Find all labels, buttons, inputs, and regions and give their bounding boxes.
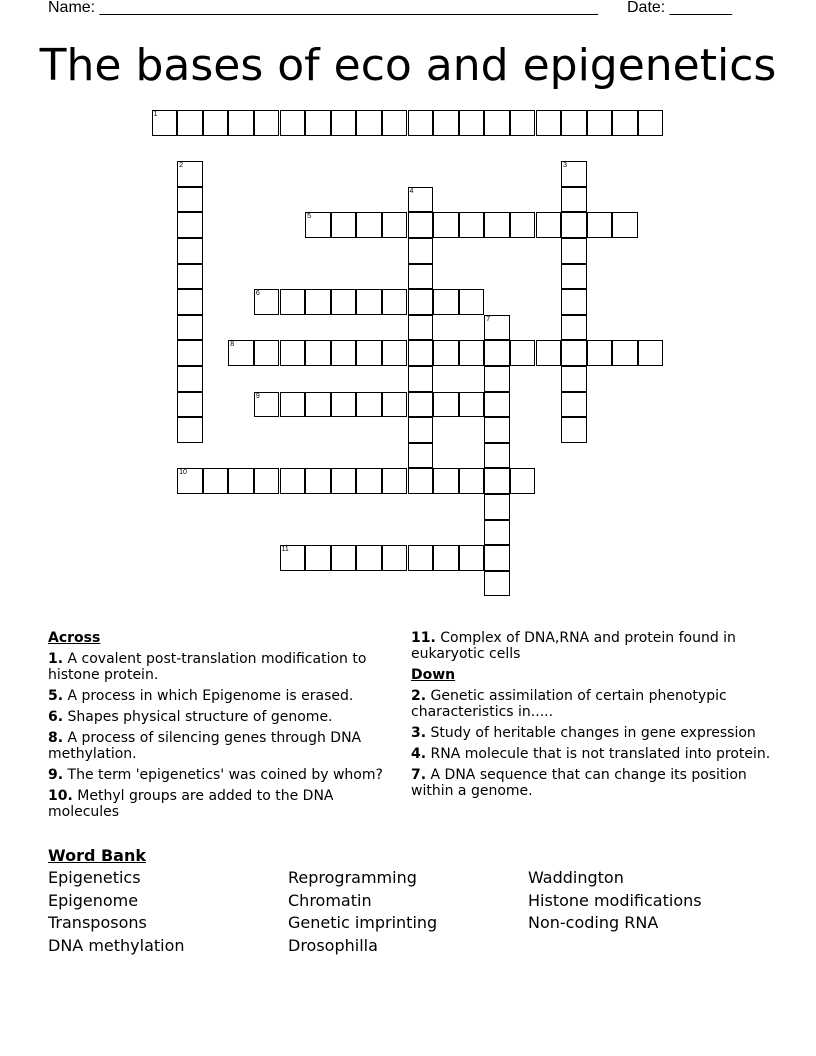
crossword-cell[interactable]: [331, 545, 357, 571]
crossword-cell[interactable]: [484, 494, 510, 520]
crossword-cell[interactable]: [459, 340, 485, 366]
crossword-cell[interactable]: [484, 366, 510, 392]
crossword-cell[interactable]: [305, 289, 331, 315]
crossword-cell[interactable]: [228, 110, 254, 136]
crossword-cell[interactable]: [305, 340, 331, 366]
crossword-cell[interactable]: [331, 340, 357, 366]
crossword-cell[interactable]: [561, 366, 587, 392]
crossword-cell[interactable]: [382, 212, 408, 238]
crossword-cell[interactable]: [177, 238, 203, 264]
crossword-cell[interactable]: [484, 571, 510, 597]
date-field[interactable]: Date: _______: [627, 0, 732, 16]
crossword-cell[interactable]: [484, 110, 510, 136]
crossword-cell[interactable]: [408, 443, 434, 469]
crossword-cell[interactable]: [177, 468, 203, 494]
crossword-cell[interactable]: [612, 212, 638, 238]
crossword-cell[interactable]: [382, 340, 408, 366]
crossword-cell[interactable]: [382, 468, 408, 494]
crossword-cell[interactable]: [254, 289, 280, 315]
crossword-cell[interactable]: [484, 545, 510, 571]
crossword-cell[interactable]: [612, 110, 638, 136]
clue-across-5: 5. A process in which Epigenome is erased.: [48, 688, 354, 704]
crossword-cell[interactable]: [408, 289, 434, 315]
crossword-cell[interactable]: [638, 340, 664, 366]
crossword-cell[interactable]: [561, 264, 587, 290]
word-bank-item: Chromatin: [288, 890, 372, 910]
clue-number: 2: [179, 162, 183, 170]
clue-number: 8: [230, 341, 235, 349]
crossword-cell[interactable]: [561, 161, 587, 187]
crossword-cell[interactable]: [177, 366, 203, 392]
crossword-cell[interactable]: [356, 110, 382, 136]
crossword-cell[interactable]: [587, 340, 613, 366]
crossword-cell[interactable]: [382, 545, 408, 571]
crossword-cell[interactable]: [331, 212, 357, 238]
clue-down-7: 7. A DNA sequence that can change its position within a genome.: [411, 767, 747, 799]
crossword-cell[interactable]: [484, 468, 510, 494]
crossword-cell[interactable]: [356, 545, 382, 571]
crossword-cell[interactable]: [331, 468, 357, 494]
clue-number: 9: [255, 392, 260, 400]
crossword-cell[interactable]: [356, 340, 382, 366]
crossword-cell[interactable]: [254, 468, 280, 494]
crossword-cell[interactable]: [280, 392, 306, 418]
clue-across-9: 9. The term 'epigenetics' was coined by whom?: [48, 767, 383, 783]
crossword-cell[interactable]: [484, 520, 510, 546]
word-bank-item: Histone modifications: [528, 890, 702, 910]
crossword-cell[interactable]: [484, 392, 510, 418]
crossword-cell[interactable]: [408, 468, 434, 494]
crossword-cell[interactable]: [280, 545, 306, 571]
crossword-cell[interactable]: [177, 212, 203, 238]
crossword-cell[interactable]: [408, 545, 434, 571]
clue-across-10: 10. Methyl groups are added to the DNA molecules: [48, 788, 334, 820]
clue-down-4: 4. RNA molecule that is not translated into protein.: [411, 746, 771, 762]
crossword-cell[interactable]: [177, 161, 203, 187]
crossword-cell[interactable]: [331, 110, 357, 136]
clue-number: 5: [307, 213, 311, 221]
crossword-cell[interactable]: [484, 315, 510, 341]
clue-number: 4: [409, 187, 414, 195]
crossword-cell[interactable]: [459, 392, 485, 418]
crossword-cell[interactable]: [510, 468, 536, 494]
name-field[interactable]: Name: ________________________________________________________: [48, 0, 598, 16]
crossword-cell[interactable]: [305, 545, 331, 571]
word-bank-item: Epigenetics: [48, 868, 141, 887]
word-bank-item: Genetic imprinting: [288, 913, 438, 933]
word-bank-column: [528, 867, 702, 935]
clue-number: 1: [153, 111, 158, 118]
crossword-cell[interactable]: [587, 212, 613, 238]
crossword-cell[interactable]: [433, 110, 459, 136]
clue-number: 7: [486, 315, 491, 323]
crossword-cell[interactable]: [177, 392, 203, 418]
crossword-cell[interactable]: [408, 392, 434, 418]
crossword-cell[interactable]: [433, 468, 459, 494]
crossword-cell[interactable]: [280, 340, 306, 366]
crossword-cell[interactable]: [510, 340, 536, 366]
crossword-cell[interactable]: [459, 110, 485, 136]
crossword-cell[interactable]: [254, 392, 280, 418]
crossword-cell[interactable]: [433, 545, 459, 571]
crossword-cell[interactable]: [536, 110, 562, 136]
crossword-cell[interactable]: [561, 212, 587, 238]
crossword-cell[interactable]: [536, 212, 562, 238]
clue-down-2: 2. Genetic assimilation of certain phenotypic characteristics in.....: [411, 688, 727, 720]
crossword-cell[interactable]: [203, 110, 229, 136]
clue-across-11: 11. Complex of DNA,RNA and protein found in eukaryotic cells: [411, 630, 736, 662]
crossword-cell[interactable]: [510, 212, 536, 238]
clues-left-column: [48, 630, 388, 825]
crossword-cell[interactable]: [638, 110, 664, 136]
crossword-cell[interactable]: [433, 289, 459, 315]
crossword-cell[interactable]: [152, 110, 178, 136]
crossword-cell[interactable]: [382, 289, 408, 315]
crossword-cell[interactable]: [433, 392, 459, 418]
crossword-cell[interactable]: [177, 110, 203, 136]
crossword-cell[interactable]: [561, 315, 587, 341]
down-heading: Down: [411, 667, 456, 683]
clue-number: 11: [281, 546, 289, 554]
word-bank-item: Transposons: [48, 913, 147, 933]
word-bank-item: Waddington: [528, 868, 624, 887]
word-bank-item: DNA methylation: [48, 936, 185, 956]
crossword-cell[interactable]: [561, 417, 587, 443]
clue-down-3: 3. Study of heritable changes in gene expression: [411, 725, 756, 741]
crossword-cell[interactable]: [587, 110, 613, 136]
crossword-cell[interactable]: [408, 110, 434, 136]
across-heading: Across: [48, 630, 101, 646]
clue-across-6: 6. Shapes physical structure of genome.: [48, 709, 333, 725]
crossword-cell[interactable]: [177, 340, 203, 366]
crossword-cell[interactable]: [382, 110, 408, 136]
crossword-cell[interactable]: [305, 468, 331, 494]
clues-right-column: [411, 630, 771, 804]
crossword-cell[interactable]: [177, 289, 203, 315]
crossword-cell[interactable]: [459, 289, 485, 315]
crossword-cell[interactable]: [280, 110, 306, 136]
word-bank-item: Non-coding RNA: [528, 913, 659, 933]
crossword-cell[interactable]: [408, 264, 434, 290]
crossword-cell[interactable]: [177, 187, 203, 213]
crossword-cell[interactable]: [408, 366, 434, 392]
crossword-cell[interactable]: [177, 264, 203, 290]
crossword-cell[interactable]: [408, 212, 434, 238]
crossword-cell[interactable]: [356, 289, 382, 315]
crossword-cell[interactable]: [484, 443, 510, 469]
crossword-cell[interactable]: [433, 212, 459, 238]
crossword-cell[interactable]: [484, 340, 510, 366]
clue-number: 3: [563, 162, 567, 170]
crossword-cell[interactable]: [280, 468, 306, 494]
crossword-cell[interactable]: [561, 110, 587, 136]
crossword-cell[interactable]: [254, 110, 280, 136]
crossword-cell[interactable]: [305, 110, 331, 136]
clue-number: 6: [255, 290, 260, 298]
crossword-cell[interactable]: [228, 468, 254, 494]
crossword-cell[interactable]: [280, 289, 306, 315]
crossword-cell[interactable]: [356, 392, 382, 418]
crossword-cell[interactable]: [561, 392, 587, 418]
crossword-cell[interactable]: [305, 392, 331, 418]
crossword-cell[interactable]: [433, 340, 459, 366]
crossword-cell[interactable]: [356, 212, 382, 238]
crossword-cell[interactable]: [484, 417, 510, 443]
word-bank-column: [48, 867, 185, 958]
crossword-cell[interactable]: [177, 417, 203, 443]
crossword-cell[interactable]: [561, 187, 587, 213]
crossword-cell[interactable]: [331, 289, 357, 315]
crossword-cell[interactable]: [561, 238, 587, 264]
crossword-cell[interactable]: [254, 340, 280, 366]
crossword-cell[interactable]: [459, 212, 485, 238]
crossword-cell[interactable]: [331, 392, 357, 418]
crossword-cell[interactable]: [459, 468, 485, 494]
crossword-cell[interactable]: [561, 340, 587, 366]
clue-across-1: 1. A covalent post-translation modification to histone protein.: [48, 651, 367, 683]
word-bank-title: Word Bank: [48, 846, 147, 865]
crossword-cell[interactable]: [536, 340, 562, 366]
crossword-cell[interactable]: [382, 392, 408, 418]
crossword-cell[interactable]: [408, 238, 434, 264]
clue-number: 10: [179, 469, 187, 477]
crossword-cell[interactable]: [408, 187, 434, 213]
crossword-cell[interactable]: [408, 315, 434, 341]
crossword-cell[interactable]: [459, 545, 485, 571]
word-bank-item: Drosophilla: [288, 936, 378, 956]
crossword-cell[interactable]: [510, 110, 536, 136]
crossword-cell[interactable]: [305, 212, 331, 238]
crossword-cell[interactable]: [228, 340, 254, 366]
crossword-cell[interactable]: [484, 212, 510, 238]
crossword-cell[interactable]: [408, 340, 434, 366]
crossword-cell[interactable]: [356, 468, 382, 494]
crossword-cell[interactable]: [177, 315, 203, 341]
crossword-cell[interactable]: [561, 289, 587, 315]
page-title: The bases of eco and epigenetics: [39, 40, 777, 91]
word-bank-column: [288, 867, 437, 958]
clue-across-8: 8. A process of silencing genes through DNA methylation.: [48, 730, 362, 762]
crossword-cell[interactable]: [408, 417, 434, 443]
word-bank-item: Epigenome: [48, 890, 139, 910]
word-bank-item: Reprogramming: [288, 868, 417, 887]
crossword-cell[interactable]: [612, 340, 638, 366]
crossword-cell[interactable]: [203, 468, 229, 494]
